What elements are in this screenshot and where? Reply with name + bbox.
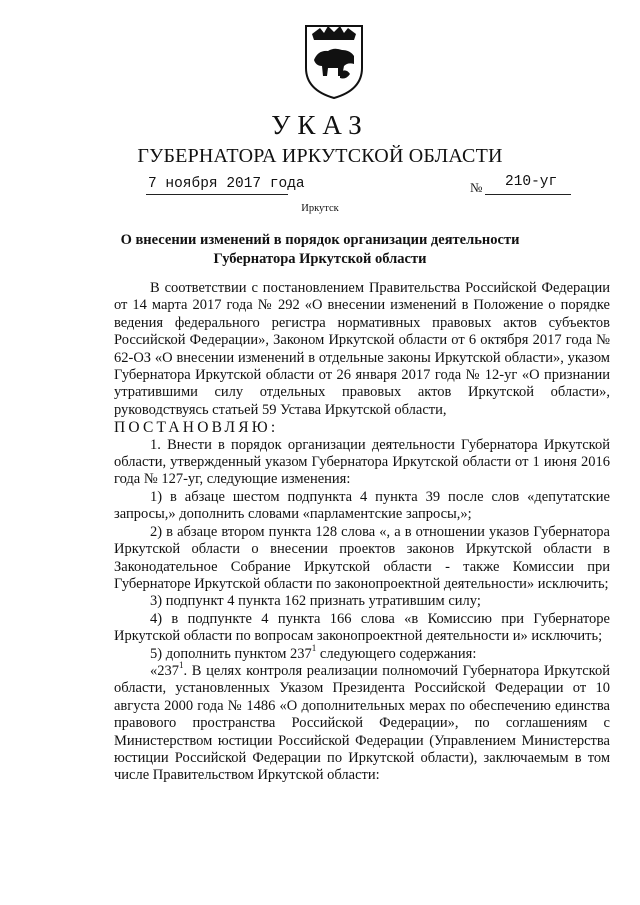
date-underline: [146, 194, 288, 195]
point-237-text-b: . В целях контроля реализации полномочий Губернатора Иркутской области, установленных Указом Президента Российской Федерации от 10 августа 2000 года № 1486 «О дополнительных мерах по обеспечению единства правового пространства Российской Федерации», по соглашениям с Министерством юстиции Российской Федерации (Управлением Министерства юстиции Российской Федерации по Иркутской области), заключаемым в том числе Правительством Иркутской области:: [114, 662, 610, 784]
document-number: 210-уг: [505, 174, 558, 190]
subparagraph-2: 2) в абзаце втором пункта 128 слова «, а в отношении указов Губернатора Иркутской области о внесении проектов законов Иркутской области в Законодательное Собрание Иркутской области - также Комиссии при Губернаторе Иркутской области по законопроектной деятельности» исключить;: [114, 523, 610, 592]
subparagraph-3: 3) подпункт 4 пункта 162 признать утратившим силу;: [150, 593, 481, 610]
heading-line-1: О внесении изменений в порядок организации деятельности: [120, 232, 520, 248]
paragraph-1: 1. Внести в порядок организации деятельности Губернатора Иркутской области, утвержденный указом Губернатора Иркутской области от 1 июня 2016 года № 127-уг, следующие изменения:: [114, 436, 610, 488]
subparagraph-5-text-a: 5) дополнить пунктом 237: [150, 645, 312, 662]
preamble-paragraph: В соответствии с постановлением Правительства Российской Федерации от 14 марта 2017 года № 292 «О внесении изменений в Положение о порядке ведения федерального регистра нормативных правовых актов субъектов Российской Федерации», Законом Иркутской области от 6 октября 2017 года № 62-ОЗ «О внесении изменений в отдельные законы Иркутской области», указом Губернатора Иркутской области от 26 января 2017 года № 12-уг «О признании утратившими силу отдельных правовых актов Иркутской области», руководствуясь статьей 59 Устава Иркутской области,: [114, 280, 610, 418]
document-body: [114, 280, 610, 785]
point-237-text-a: «237: [150, 662, 179, 679]
document-heading: [110, 231, 530, 269]
heading-line-2: Губернатора Иркутской области: [213, 251, 427, 267]
new-point-237-1: [114, 660, 610, 785]
point-237-superscript: 1: [179, 660, 184, 671]
subparagraph-5-text-b: следующего содержания:: [316, 645, 477, 662]
subparagraph-5-superscript: 1: [311, 642, 317, 653]
number-underline: [485, 194, 571, 195]
number-sign: №: [470, 180, 483, 195]
document-subtitle: ГУБЕРНАТОРА ИРКУТСКОЙ ОБЛАСТИ: [137, 145, 503, 167]
document-title: УКАЗ: [271, 110, 369, 140]
subparagraph-1: 1) в абзаце шестом подпункта 4 пункта 39 после слов «депутатские запросы,» дополнить словами «парламентские запросы,»;: [114, 488, 610, 523]
document-date: 7 ноября 2017 года: [148, 176, 305, 192]
document-city: Иркутск: [301, 203, 339, 214]
postanovlyayu-heading: ПОСТАНОВЛЯЮ:: [114, 419, 279, 437]
subparagraph-5: [114, 642, 610, 663]
subparagraph-4: 4) в подпункте 4 пункта 166 слова «в Комиссию при Губернаторе Иркутской области по вопросам законопроектной деятельности и» исключить;: [114, 610, 610, 645]
coat-of-arms-emblem: [300, 20, 368, 102]
